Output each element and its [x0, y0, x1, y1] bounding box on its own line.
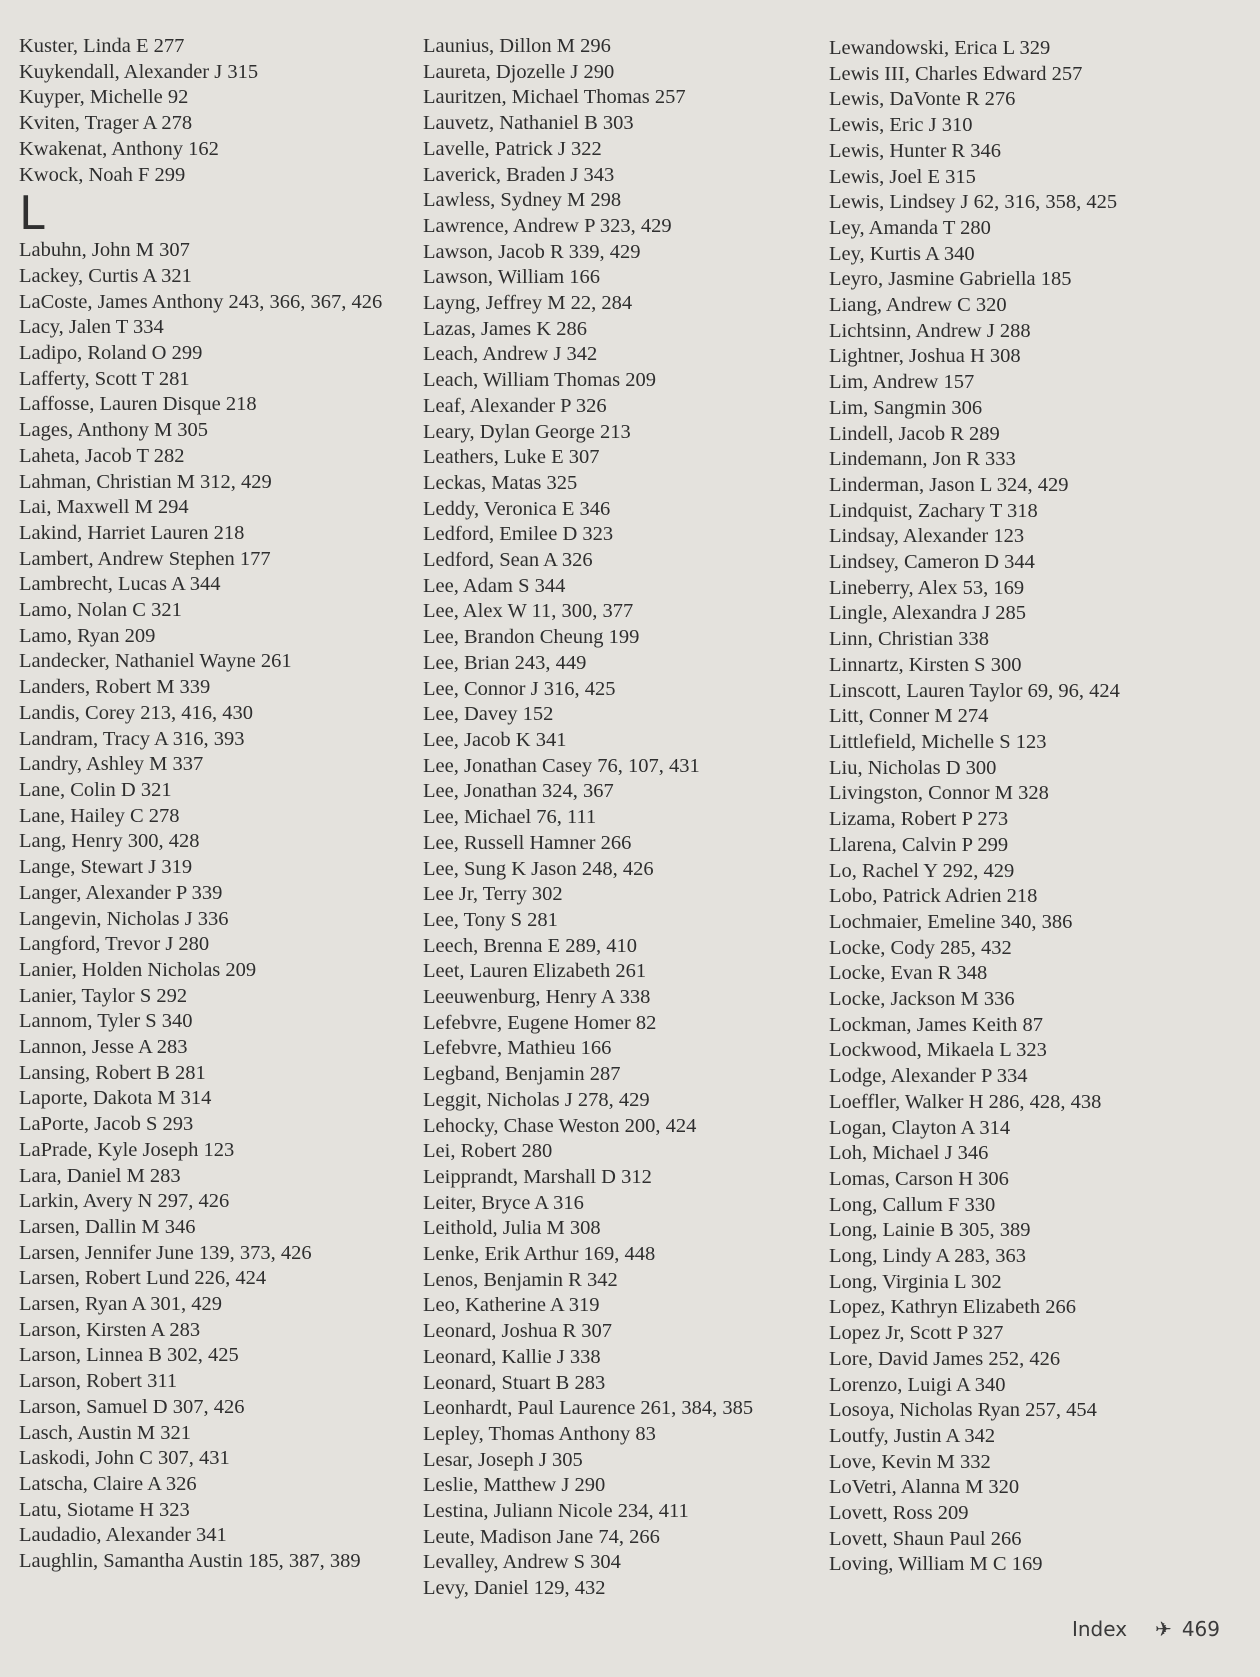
index-entry: Larsen, Dallin M 346: [19, 1215, 196, 1238]
index-entry: Liang, Andrew C 320: [829, 294, 1007, 317]
index-entry: Lindquist, Zachary T 318: [829, 499, 1038, 522]
section-letter: L: [19, 186, 45, 241]
index-entry: Lenke, Erik Arthur 169, 448: [423, 1243, 656, 1266]
index-entry: Larsen, Jennifer June 139, 373, 426: [19, 1241, 312, 1264]
index-entry: Leute, Madison Jane 74, 266: [423, 1525, 660, 1548]
index-entry: Kwock, Noah F 299: [19, 163, 186, 186]
index-entry: Lomas, Carson H 306: [829, 1167, 1009, 1190]
index-entry: Lanier, Taylor S 292: [19, 984, 188, 1007]
index-entry: Layng, Jeffrey M 22, 284: [423, 292, 633, 315]
index-entry: Landis, Corey 213, 416, 430: [19, 701, 254, 724]
index-entry: Labuhn, John M 307: [19, 239, 190, 262]
index-entry: Ledford, Sean A 326: [423, 549, 593, 572]
index-entry: Lesar, Joseph J 305: [423, 1448, 583, 1471]
index-entry: Lightner, Joshua H 308: [829, 345, 1021, 368]
index-entry: Lee, Sung K Jason 248, 426: [423, 857, 654, 880]
page-footer: [1072, 1617, 1220, 1641]
index-entry: Levy, Daniel 129, 432: [423, 1577, 606, 1600]
index-entry: Kviten, Trager A 278: [19, 112, 193, 135]
index-entry: Liu, Nicholas D 300: [829, 756, 997, 779]
index-entry: Lei, Robert 280: [423, 1140, 553, 1163]
index-entry: Kuster, Linda E 277: [19, 35, 185, 57]
index-entry: Lannon, Jesse A 283: [19, 1036, 188, 1059]
index-entry: Launius, Dillon M 296: [423, 35, 611, 57]
index-entry: Lochmaier, Emeline 340, 386: [829, 910, 1073, 933]
index-column-2: [423, 34, 753, 1602]
index-entry: Leonhardt, Paul Laurence 261, 384, 385: [423, 1397, 754, 1420]
index-entry: Lee, Davey 152: [423, 703, 554, 726]
index-entry: Lee, Jacob K 341: [423, 728, 567, 751]
index-entry: Kuykendall, Alexander J 315: [19, 60, 259, 83]
index-entry: Lazas, James K 286: [423, 317, 587, 340]
index-entry: Lovett, Ross 209: [829, 1502, 969, 1525]
index-entry: Lovett, Shaun Paul 266: [829, 1527, 1022, 1550]
index-entry: Leaf, Alexander P 326: [423, 394, 607, 417]
index-entry: Ledford, Emilee D 323: [423, 523, 614, 546]
page-number: 469: [1181, 1617, 1220, 1641]
index-entry: Landry, Ashley M 337: [19, 753, 204, 776]
index-entry: Lefebvre, Mathieu 166: [423, 1037, 612, 1060]
index-entry: Lee Jr, Terry 302: [423, 883, 563, 906]
index-entry: Larsen, Ryan A 301, 429: [19, 1293, 223, 1316]
index-entry: Larson, Samuel D 307, 426: [19, 1395, 245, 1418]
index-entry: Larkin, Avery N 297, 426: [19, 1190, 230, 1213]
index-entry: Lansing, Robert B 281: [19, 1061, 206, 1084]
index-entry: Lepley, Thomas Anthony 83: [423, 1422, 656, 1445]
index-entry: Lee, Russell Hamner 266: [423, 831, 632, 854]
index-entry: LaPrade, Kyle Joseph 123: [19, 1138, 235, 1161]
index-entry: Leddy, Veronica E 346: [423, 497, 611, 520]
index-entry: Lavelle, Patrick J 322: [423, 137, 602, 160]
index-entry: Lee, Adam S 344: [423, 574, 566, 597]
index-entry: Lee, Brandon Cheung 199: [423, 626, 640, 649]
index-entry: Leeuwenburg, Henry A 338: [423, 986, 651, 1009]
index-entry: Lindell, Jacob R 289: [829, 422, 1000, 445]
index-entry: Lindsay, Alexander 123: [829, 525, 1025, 548]
index-entry: Leslie, Matthew J 290: [423, 1474, 606, 1497]
index-entry: Laporte, Dakota M 314: [19, 1087, 212, 1110]
index-entry: Leathers, Luke E 307: [423, 446, 600, 469]
index-entry: Locke, Cody 285, 432: [829, 936, 1012, 959]
index-entry: Leech, Brenna E 289, 410: [423, 934, 638, 957]
index-entry: Laureta, Djozelle J 290: [423, 60, 615, 83]
index-entry: Lewis, Hunter R 346: [829, 139, 1001, 162]
index-entry: LoVetri, Alanna M 320: [829, 1476, 1020, 1499]
index-entry: Love, Kevin M 332: [829, 1450, 991, 1473]
index-entry: Lo, Rachel Y 292, 429: [829, 859, 1015, 882]
index-entry: Long, Lindy A 283, 363: [829, 1245, 1027, 1268]
index-entry: Larson, Linnea B 302, 425: [19, 1344, 239, 1367]
index-entry: Locke, Evan R 348: [829, 962, 988, 985]
index-entry: Lacy, Jalen T 334: [19, 316, 164, 339]
index-entry: Long, Callum F 330: [829, 1193, 996, 1216]
index-entry: Lore, David James 252, 426: [829, 1347, 1061, 1370]
index-entry: Lauvetz, Nathaniel B 303: [423, 112, 634, 135]
index-entry: Lefebvre, Eugene Homer 82: [423, 1011, 657, 1034]
index-entry: Laudadio, Alexander 341: [19, 1524, 227, 1547]
index-entry: Long, Lainie B 305, 389: [829, 1219, 1031, 1242]
index-entry: Lauritzen, Michael Thomas 257: [423, 86, 686, 109]
index-entry: Lawless, Sydney M 298: [423, 189, 622, 212]
index-entry: Lanier, Holden Nicholas 209: [19, 958, 257, 981]
index-entry: Lamo, Nolan C 321: [19, 599, 182, 622]
index-entry: Lewis, Eric J 310: [829, 114, 973, 137]
index-entry: Lewis, DaVonte R 276: [829, 88, 1016, 111]
index-entry: Lackey, Curtis A 321: [19, 264, 192, 287]
index-entry: Lestina, Juliann Nicole 234, 411: [423, 1500, 689, 1523]
index-entry: Livingston, Connor M 328: [829, 782, 1049, 805]
index-entry: Lane, Colin D 321: [19, 778, 172, 801]
index-entry: Lingle, Alexandra J 285: [829, 602, 1026, 625]
index-entry: Lim, Sangmin 306: [829, 396, 983, 419]
index-entry: Langford, Trevor J 280: [19, 933, 210, 956]
index-entry: Lakind, Harriet Lauren 218: [19, 521, 245, 544]
index-entry: Lambrecht, Lucas A 344: [19, 573, 221, 596]
index-entry: Landram, Tracy A 316, 393: [19, 727, 245, 750]
index-entry: Lee, Brian 243, 449: [423, 651, 587, 674]
index-entry: Lang, Henry 300, 428: [19, 830, 200, 853]
index-entry: Lindsey, Cameron D 344: [829, 551, 1035, 574]
index-entry: Larson, Kirsten A 283: [19, 1318, 201, 1341]
index-entry: Lineberry, Alex 53, 169: [829, 576, 1025, 599]
index-entry: Langevin, Nicholas J 336: [19, 907, 229, 930]
index-column-1: [19, 34, 382, 1575]
index-entry: Legband, Benjamin 287: [423, 1063, 621, 1086]
index-entry: Laheta, Jacob T 282: [19, 444, 185, 467]
index-entry: Latscha, Claire A 326: [19, 1472, 197, 1495]
index-entry: Lee, Jonathan 324, 367: [423, 780, 614, 803]
index-entry: Linderman, Jason L 324, 429: [829, 473, 1069, 496]
index-entry: Llarena, Calvin P 299: [829, 833, 1009, 856]
index-entry: Leo, Katherine A 319: [423, 1294, 600, 1317]
index-entry: Lindemann, Jon R 333: [829, 448, 1016, 471]
index-entry: Lara, Daniel M 283: [19, 1164, 181, 1187]
index-entry: LaCoste, James Anthony 243, 366, 367, 426: [19, 290, 383, 313]
index-entry: Kuyper, Michelle 92: [19, 86, 189, 109]
index-entry: Lodge, Alexander P 334: [829, 1065, 1028, 1088]
index-entry: Leonard, Joshua R 307: [423, 1320, 613, 1343]
index-entry: Leggit, Nicholas J 278, 429: [423, 1088, 650, 1111]
index-entry: Leonard, Kallie J 338: [423, 1345, 601, 1368]
index-entry: Leckas, Matas 325: [423, 471, 578, 494]
index-entry: Ley, Kurtis A 340: [829, 242, 975, 265]
index-entry: Lawrence, Andrew P 323, 429: [423, 214, 672, 237]
index-entry: Lockman, James Keith 87: [829, 1013, 1044, 1036]
index-entry: Long, Virginia L 302: [829, 1270, 1002, 1293]
index-entry: Losoya, Nicholas Ryan 257, 454: [829, 1399, 1097, 1422]
index-entry: Lopez Jr, Scott P 327: [829, 1322, 1004, 1345]
index-entry: Leonard, Stuart B 283: [423, 1371, 606, 1394]
index-entry: Lee, Connor J 316, 425: [423, 677, 616, 700]
index-entry: Lee, Michael 76, 111: [423, 806, 597, 829]
index-entry: Lim, Andrew 157: [829, 371, 975, 394]
index-entry: Lobo, Patrick Adrien 218: [829, 885, 1038, 908]
index-entry: Landers, Robert M 339: [19, 676, 211, 699]
index-entry: Lehocky, Chase Weston 200, 424: [423, 1114, 697, 1137]
index-entry: Lenos, Benjamin R 342: [423, 1268, 618, 1291]
index-entry: Lannom, Tyler S 340: [19, 1010, 193, 1033]
index-entry: Leach, Andrew J 342: [423, 343, 598, 366]
index-entry: Ley, Amanda T 280: [829, 216, 991, 239]
index-entry: Lewis, Lindsey J 62, 316, 358, 425: [829, 191, 1118, 214]
index-entry: Lewis, Joel E 315: [829, 165, 976, 188]
index-entry: Locke, Jackson M 336: [829, 988, 1015, 1011]
index-entry: Lockwood, Mikaela L 323: [829, 1039, 1047, 1062]
index-entry: Leipprandt, Marshall D 312: [423, 1165, 652, 1188]
index-entry: Laughlin, Samantha Austin 185, 387, 389: [19, 1550, 361, 1573]
index-entry: Leithold, Julia M 308: [423, 1217, 601, 1240]
index-entry: Lafferty, Scott T 281: [19, 367, 190, 390]
index-entry: LaPorte, Jacob S 293: [19, 1113, 194, 1136]
index-entry: Lawson, William 166: [423, 266, 601, 289]
index-entry: Loh, Michael J 346: [829, 1142, 989, 1165]
index-entry: Lambert, Andrew Stephen 177: [19, 547, 271, 570]
index-entry: Leyro, Jasmine Gabriella 185: [829, 268, 1072, 291]
index-entry: Loving, William M C 169: [829, 1553, 1043, 1576]
index-entry: Latu, Siotame H 323: [19, 1498, 190, 1521]
index-entry: Lawson, Jacob R 339, 429: [423, 240, 641, 263]
index-entry: Lane, Hailey C 278: [19, 804, 180, 827]
index-entry: Lewandowski, Erica L 329: [829, 37, 1051, 59]
index-entry: Loutfy, Justin A 342: [829, 1424, 996, 1447]
index-entry: Lee, Jonathan Casey 76, 107, 431: [423, 754, 700, 777]
index-entry: Lasch, Austin M 321: [19, 1421, 191, 1444]
index-entry: Litt, Conner M 274: [829, 705, 989, 728]
index-entry: Leiter, Bryce A 316: [423, 1191, 584, 1214]
index-entry: Lizama, Robert P 273: [829, 808, 1009, 831]
index-entry: Larsen, Robert Lund 226, 424: [19, 1267, 267, 1290]
index-entry: Lange, Stewart J 319: [19, 856, 193, 879]
index-entry: Laskodi, John C 307, 431: [19, 1447, 230, 1470]
index-entry: Lorenzo, Luigi A 340: [829, 1373, 1006, 1396]
index-entry: Lopez, Kathryn Elizabeth 266: [829, 1296, 1077, 1319]
index-entry: Leet, Lauren Elizabeth 261: [423, 960, 647, 983]
index-entry: Logan, Clayton A 314: [829, 1116, 1011, 1139]
index-entry: Levalley, Andrew S 304: [423, 1551, 621, 1574]
index-entry: Lewis III, Charles Edward 257: [829, 62, 1083, 85]
footer-label: Index: [1071, 1617, 1128, 1641]
index-entry: Loeffler, Walker H 286, 428, 438: [829, 1090, 1102, 1113]
index-entry: Lichtsinn, Andrew J 288: [829, 319, 1031, 342]
airplane-icon: ✈: [1155, 1617, 1172, 1641]
index-entry: Laverick, Braden J 343: [423, 163, 615, 186]
index-entry: Leach, William Thomas 209: [423, 369, 656, 392]
index-entry: Laffosse, Lauren Disque 218: [19, 393, 257, 416]
index-entry: Linnartz, Kirsten S 300: [829, 653, 1022, 676]
index-entry: Ladipo, Roland O 299: [19, 342, 203, 365]
index-entry: Linscott, Lauren Taylor 69, 96, 424: [829, 679, 1120, 702]
index-entry: Lee, Alex W 11, 300, 377: [423, 600, 634, 623]
index-entry: Lee, Tony S 281: [423, 908, 558, 931]
index-entry: Leary, Dylan George 213: [423, 420, 631, 443]
index-column-3: [829, 36, 1120, 1578]
index-entry: Lahman, Christian M 312, 429: [19, 470, 272, 493]
index-entry: Linn, Christian 338: [829, 628, 990, 651]
index-entry: Langer, Alexander P 339: [19, 881, 223, 904]
index-entry: Lages, Anthony M 305: [19, 419, 209, 442]
index-entry: Littlefield, Michelle S 123: [829, 730, 1047, 753]
index-entry: Lamo, Ryan 209: [19, 624, 156, 647]
index-entry: Kwakenat, Anthony 162: [19, 137, 219, 160]
index-entry: Landecker, Nathaniel Wayne 261: [19, 650, 292, 673]
index-entry: Larson, Robert 311: [19, 1370, 178, 1393]
index-entry: Lai, Maxwell M 294: [19, 496, 189, 519]
